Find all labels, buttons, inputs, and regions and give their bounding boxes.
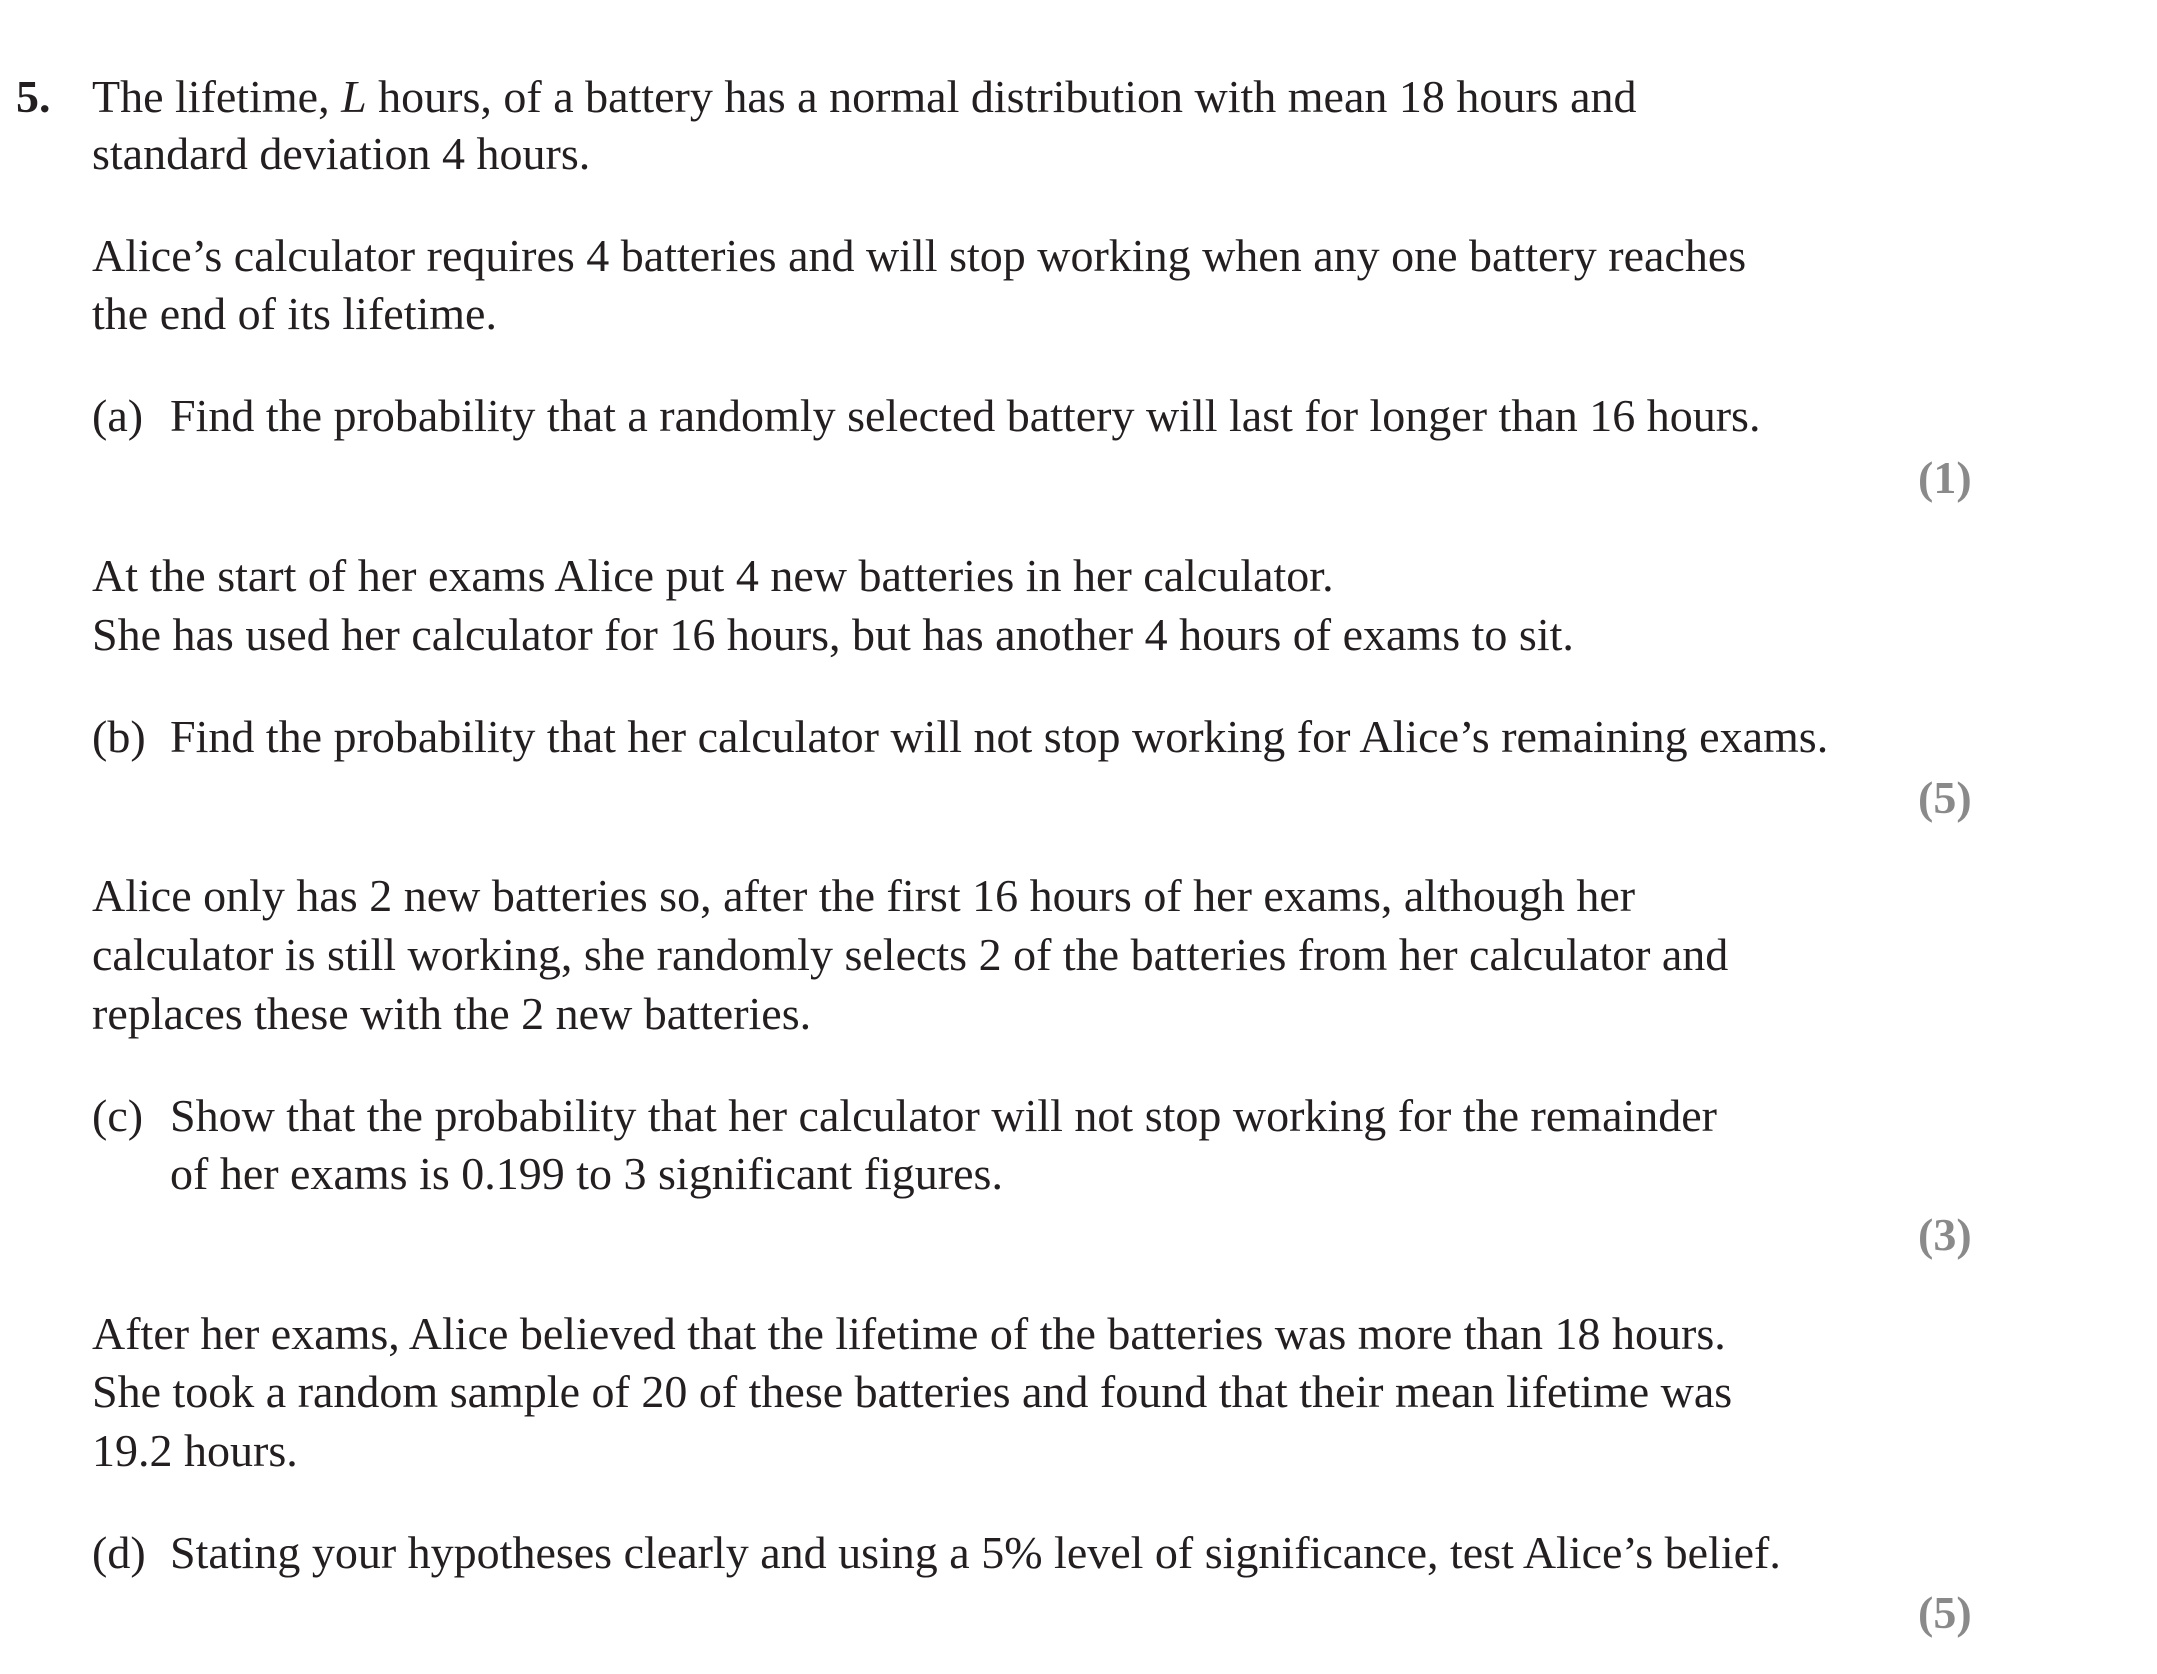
part-a-text: Find the probability that a randomly selected battery will last for longer than 16 hours. [170, 390, 1761, 441]
question-number: 5. [16, 71, 51, 122]
context2-line-1: At the start of her exams Alice put 4 new batteries in her calculator. [92, 550, 1334, 601]
part-c-label: (c) [92, 1090, 144, 1141]
context4-line-1: After her exams, Alice believed that the lifetime of the batteries was more than 18 hours. [92, 1308, 1726, 1359]
part-c-marks: (3) [1918, 1209, 1972, 1260]
part-c-line-2: of her exams is 0.199 to 3 significant figures. [170, 1148, 1003, 1199]
part-b-label: (b) [92, 711, 146, 762]
intro-line-2: standard deviation 4 hours. [92, 128, 591, 179]
context3-line-3: replaces these with the 2 new batteries. [92, 988, 812, 1039]
part-d-label: (d) [92, 1527, 146, 1578]
variable-L: L [341, 71, 367, 122]
context3-line-2: calculator is still working, she randomly selects 2 of the batteries from her calculator and [92, 929, 1729, 980]
part-b-marks: (5) [1918, 772, 1972, 823]
context3-line-1: Alice only has 2 new batteries so, after the first 16 hours of her exams, although her [92, 870, 1636, 921]
part-a-label: (a) [92, 390, 144, 441]
part-b-text: Find the probability that her calculator will not stop working for Alice’s remaining exams. [170, 711, 1829, 762]
context4-line-3: 19.2 hours. [92, 1425, 298, 1476]
part-a-marks: (1) [1918, 452, 1972, 503]
context4-line-2: She took a random sample of 20 of these batteries and found that their mean lifetime was [92, 1366, 1733, 1417]
context1-line-1: Alice’s calculator requires 4 batteries and will stop working when any one battery reaches [92, 230, 1747, 281]
context1-line-2: the end of its lifetime. [92, 288, 497, 339]
part-d-text: Stating your hypotheses clearly and using a 5% level of significance, test Alice’s belief. [170, 1527, 1781, 1578]
part-d-marks: (5) [1918, 1587, 1972, 1638]
intro-text-end: hours, of a battery has a normal distribution with mean 18 hours and [366, 71, 1637, 122]
context2-line-2: She has used her calculator for 16 hours, but has another 4 hours of exams to sit. [92, 609, 1574, 660]
part-c-line-1: Show that the probability that her calculator will not stop working for the remainder [170, 1090, 1717, 1141]
intro-text-start: The lifetime, [92, 71, 342, 122]
intro-line-1 [92, 71, 1637, 122]
